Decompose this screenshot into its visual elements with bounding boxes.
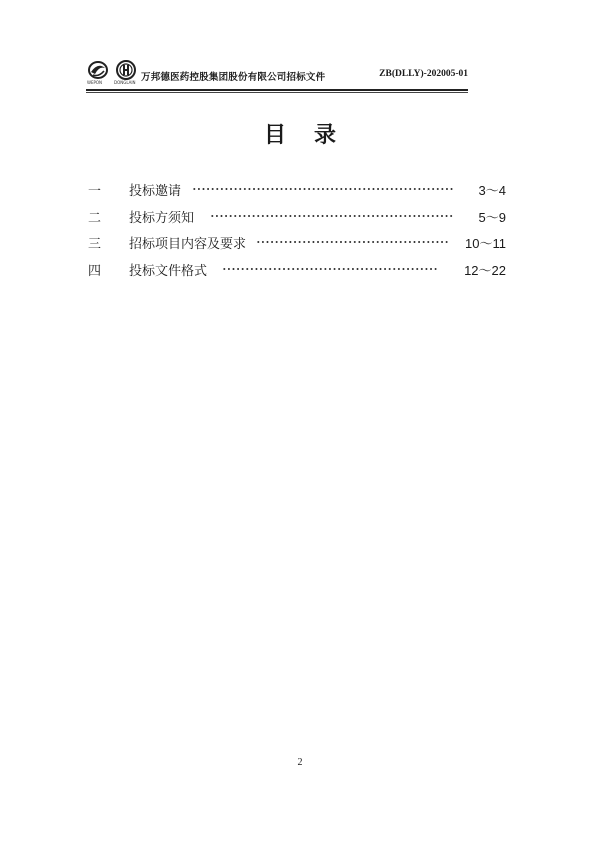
logo-caption-right: DONGLAIN [114, 80, 136, 85]
header-rule-thin [86, 92, 468, 93]
page-header [86, 60, 468, 90]
toc-entry-pages: 10～11 [465, 236, 506, 251]
toc-entry-pages: 5～9 [478, 209, 506, 225]
toc-entry-number: 三 [88, 237, 102, 252]
company-name: 万邦德医药控股集团股份有限公司招标文件 [141, 72, 326, 83]
toc-leader-dots [222, 268, 437, 270]
logo-caption-left: WEPON [87, 80, 103, 85]
toc-entry-pages: 12～22 [464, 262, 506, 278]
toc-entry [88, 180, 506, 207]
toc-entry-number: 二 [88, 210, 102, 226]
page-number: 2 [297, 757, 303, 768]
toc-leader-dots [192, 188, 454, 190]
toc-entry-label: 招标项目内容及要求 [129, 237, 247, 252]
toc-entry [88, 260, 506, 287]
toc-entry-label: 投标邀请 [129, 184, 182, 199]
toc-leader-dots [256, 241, 448, 243]
toc-leader-dots [210, 215, 454, 217]
page-title: 目录 [263, 123, 364, 148]
header-rule [86, 89, 468, 91]
toc-entry-number: 四 [88, 263, 102, 279]
toc-entry-pages: 3～4 [478, 183, 506, 198]
toc-entry-label: 投标文件格式 [129, 263, 208, 279]
toc-entry-number: 一 [88, 184, 102, 199]
document-number: ZB(DLLY)-202005-01 [379, 69, 468, 79]
toc-entry [88, 207, 506, 234]
toc-entry-label: 投标方须知 [129, 210, 195, 226]
toc-entry [88, 233, 506, 260]
table-of-contents [88, 180, 506, 286]
